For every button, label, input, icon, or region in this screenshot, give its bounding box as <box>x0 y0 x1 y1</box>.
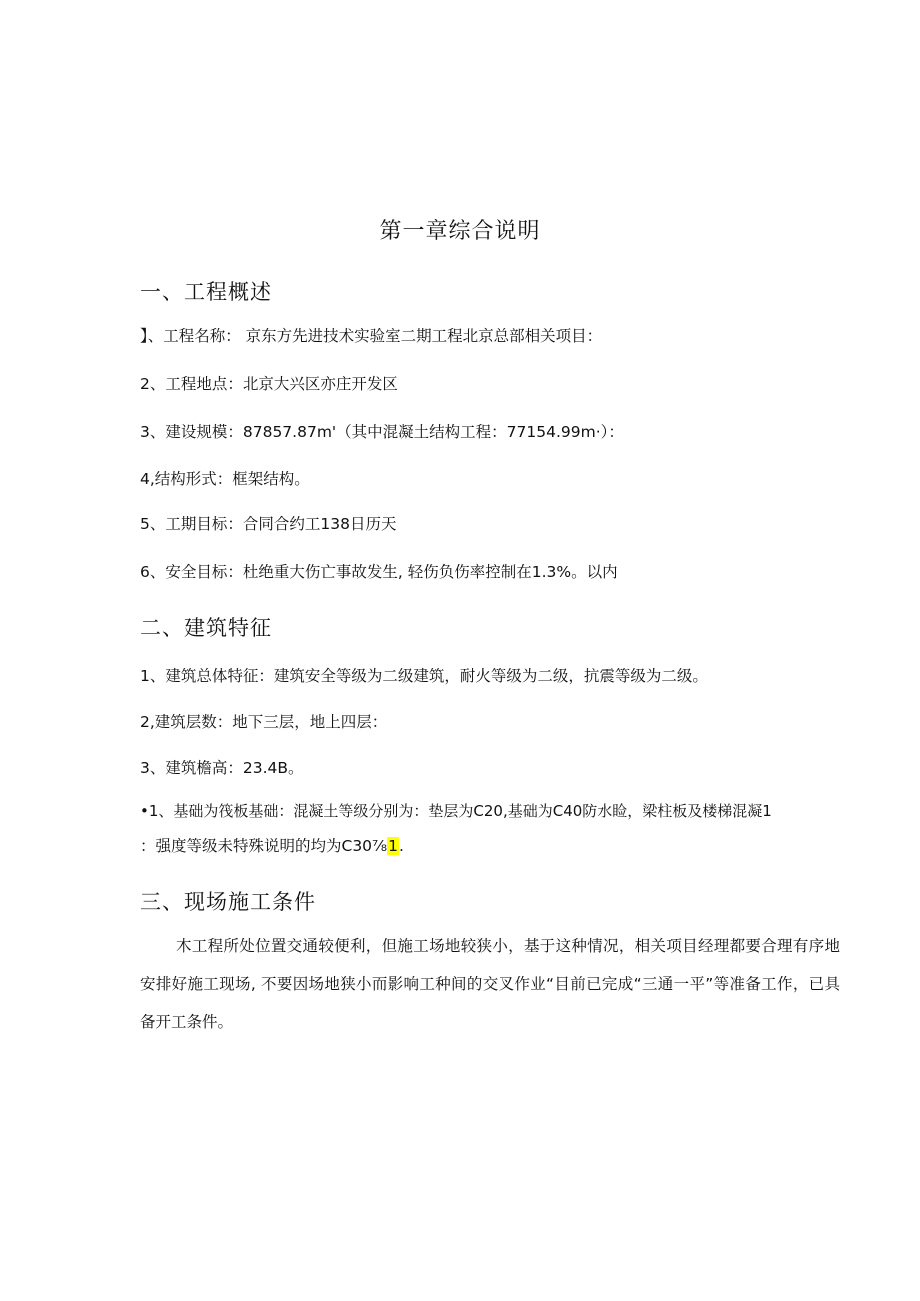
chapter-title: 第一章综合说明 <box>379 219 541 244</box>
building-item-foundation-line2 <box>140 834 404 856</box>
highlighted-text: 1 <box>388 837 398 855</box>
building-item-floors: 2,建筑层数：地下三层，地上四层： <box>140 713 388 731</box>
building-item-height: 3、建筑檐高：23.4B。 <box>140 759 304 777</box>
foundation-line2-text: ：强度等级未特殊说明的均为C30⅞ <box>140 837 388 855</box>
section-heading-overview: 一、工程概述 <box>140 280 272 304</box>
overview-item-structure: 4,结构形式：框架结构。 <box>140 470 310 488</box>
overview-item-location: 2、工程地点：北京大兴区亦庄开发区 <box>140 375 398 393</box>
site-conditions-paragraph: 木工程所处位置交通较便利，但施工场地较狭小，基于这种情况，相关项目经理都要合理有序地安排好施工现场, 不要因场地狭小而影响工种间的交叉作业“目前已完成“三通一平”等准备工作，已具备开工条件。 <box>140 937 840 1031</box>
section-heading-building: 二、建筑特征 <box>140 616 272 640</box>
building-item-overall: 1、建筑总体特征：建筑安全等级为二级建筑，耐火等级为二级，抗震等级为二级。 <box>140 667 708 685</box>
section-heading-site-conditions: 三、现场施工条件 <box>140 890 316 914</box>
overview-item-schedule: 5、工期目标：合同合约工138日历天 <box>140 515 397 533</box>
overview-item-scale: 3、建设规模：87857.87m'（其中混凝土结构工程：77154.99m·）： <box>140 423 624 441</box>
foundation-line2-suffix: . <box>398 837 404 855</box>
building-item-foundation-line1: •1、基础为筏板基础：混凝土等级分别为：垫层为C20,基础为C40防水睑，梁柱板及楼梯混凝1 <box>140 802 772 820</box>
overview-item-project-name: 】、工程名称： 京东方先进技术实验室二期工程北京总部相关项目： <box>140 327 603 345</box>
overview-item-safety: 6、安全目标：杜绝重大伤亡事故发生, 轻伤负伤率控制在1.3%。以内 <box>140 563 618 581</box>
